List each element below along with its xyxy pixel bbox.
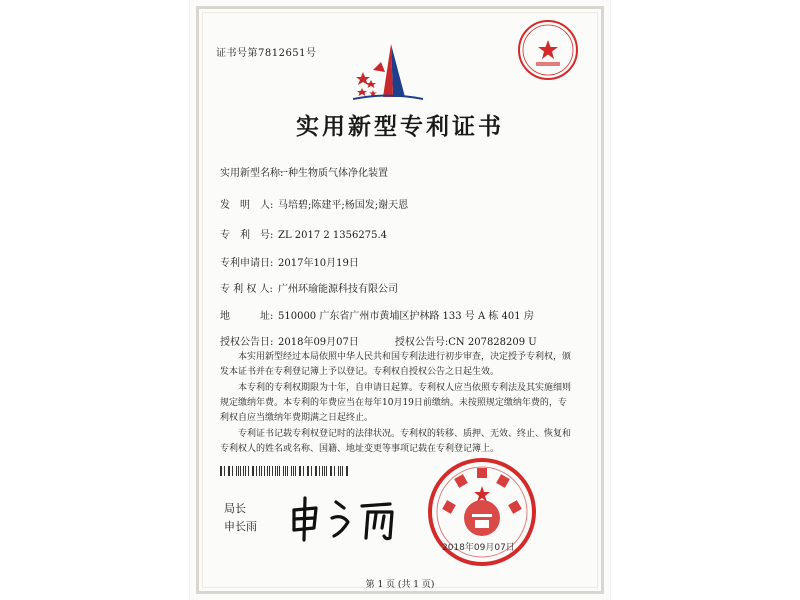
paragraph: 专利证书记载专利权登记时的法律状况。专利权的转移、质押、无效、终止、恢复和专利权人的姓名或名称、国籍、地址变更等事项记载在专利登记簿上。 [220, 429, 572, 454]
director-name: 申长雨 [224, 520, 257, 533]
barcode-bar [261, 466, 262, 476]
barcode-bar [245, 466, 246, 476]
barcode-bar [243, 466, 244, 476]
barcode-bar [316, 466, 317, 476]
barcode-bar [324, 466, 325, 476]
field-label: 发 明 人: [220, 200, 274, 211]
barcode-bar [279, 466, 280, 476]
barcode-bar [267, 466, 268, 476]
field-value-grant-number: CN 207828209 U [448, 337, 537, 348]
field-inventors [220, 196, 408, 211]
field-label: 实用新型名称: [220, 168, 284, 179]
field-value: 广州环瑜能源科技有限公司 [278, 284, 398, 295]
barcode [220, 466, 350, 476]
certificate-body-text [220, 350, 574, 458]
barcode-bar [308, 466, 309, 476]
field-grant-date [220, 333, 537, 348]
field-address [220, 307, 534, 322]
seal-date: 2018年09月07日 [442, 543, 515, 553]
paragraph: 本专利的专利权期限为十年，自申请日起算。专利权人应当依照专利法及其实施细则规定缴纳年费。本专利的年费应当在每年10月19日前缴纳。未按照规定缴纳年费的，专利权自应当缴纳年费期满之日起终止。 [220, 383, 572, 423]
barcode-bar [253, 466, 254, 476]
field-label: 专 利 权 人: [220, 284, 273, 295]
field-application-date [220, 254, 359, 269]
field-value: 马培碧;陈建平;杨国发;谢天恩 [278, 200, 409, 211]
director-title: 局长 [224, 502, 246, 515]
certificate-number: 证书号第7812651号 [216, 48, 317, 59]
field-value: ZL 2017 2 1356275.4 [278, 230, 388, 241]
field-label: 地 址: [220, 311, 274, 322]
barcode-bar [338, 466, 339, 476]
field-value: 510000 广东省广州市黄埔区护林路 133 号 A 栋 401 房 [278, 311, 534, 322]
page-footer: 第 1 页 (共 1 页) [365, 580, 435, 590]
field-label: 专 利 号: [220, 230, 274, 241]
field-value: 一种生物质气体净化装置 [278, 168, 388, 179]
field-patentee [220, 280, 398, 295]
patent-office-emblem-icon [353, 42, 423, 102]
field-patent-number [220, 226, 387, 241]
barcode-bar [229, 466, 230, 476]
director-signature [286, 492, 416, 542]
barcode-bar [293, 466, 294, 476]
field-value: 2018年09月07日 [278, 337, 359, 348]
field-value: 2017年10月19日 [278, 258, 359, 269]
paragraph: 本实用新型经过本局依照中华人民共和国专利法进行初步审查，决定授予专利权，颁发本证书并在专利登记簿上予以登记。专利权自授权公告之日起生效。 [220, 352, 572, 377]
barcode-bar [221, 466, 222, 476]
barcode-bar [275, 466, 276, 476]
field-label-grant-number: 授权公告号: [394, 337, 449, 348]
barcode-bar [346, 466, 347, 476]
field-label: 专利申请日: [220, 258, 274, 269]
field-label: 授权公告日: [220, 337, 274, 348]
barcode-bar [287, 466, 288, 476]
barcode-bar [331, 466, 332, 476]
barcode-bar [303, 466, 304, 476]
certificate-title: 实用新型专利证书 [296, 113, 504, 140]
agent-seal-stamp-icon [516, 18, 580, 82]
barcode-bar [236, 466, 237, 476]
field-utility-model-name [220, 164, 388, 179]
patent-certificate [190, 0, 610, 600]
